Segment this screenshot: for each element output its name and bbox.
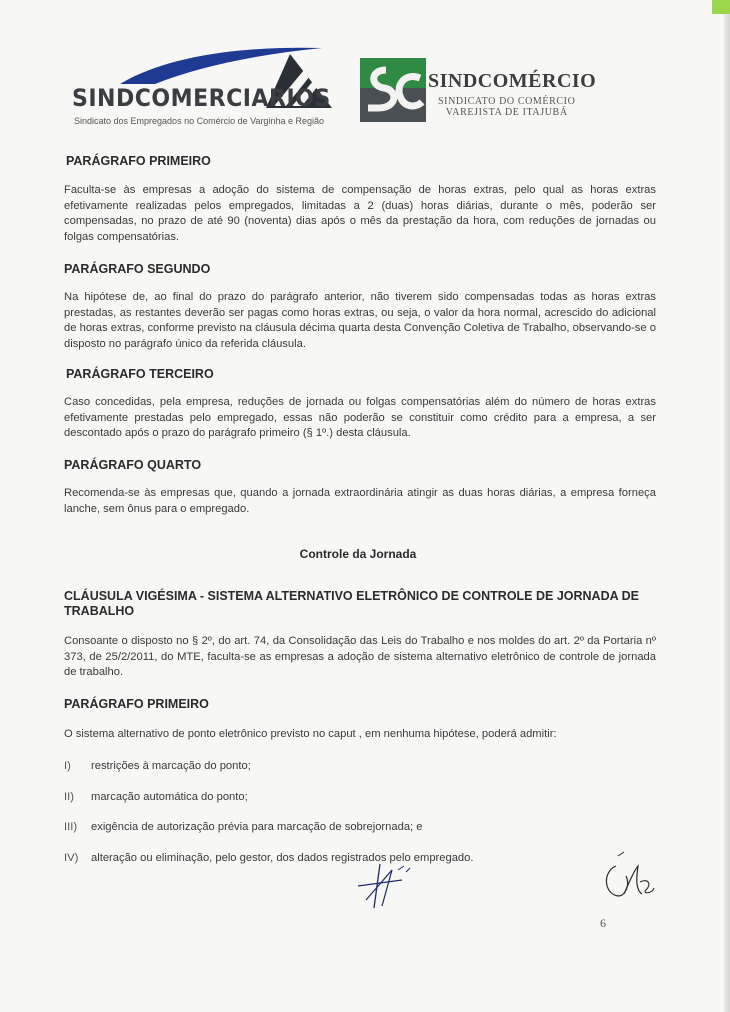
clause-title: CLÁUSULA VIGÉSIMA - SISTEMA ALTERNATIVO ELETRÔNICO DE CONTROLE DE JORNADA DE TRABALHO — [64, 589, 640, 618]
section4-heading: PARÁGRAFO QUARTO — [64, 458, 202, 472]
list-item — [64, 852, 473, 864]
section4-text: Recomenda-se às empresas que, quando a jornada extraordinária atingir as duas horas diárias, a empresa forneça lanche, sem ônus para o empregado. — [64, 487, 656, 515]
section2-text: Na hipótese de, ao final do prazo do parágrafo anterior, não tiverem sido compensadas todas as horas extras prestadas, as restantes deverão ser pagas como horas extras, ou seja, o valor da hora normal, acrescido do adicional de horas extras, conforme previsto na cláusula décima quarta desta Convenção Coletiva de Trabalho, observando-se o disposto no parágrafo único da referida cláusula. — [64, 291, 656, 350]
left-logo-subtitle: Sindicato dos Empregados no Comércio de Varginha e Região — [74, 116, 324, 126]
section1-text: Faculta-se às empresas a adoção do sistema de compensação de horas extras, pelo qual as horas extras efetivamente realizadas pelos empregados, limitadas a 2 (duas) horas diárias, durante o mês, poderão ser compensadas, no prazo de até 90 (noventa) dias após o mês da prestação da hora, com reduções de jornadas ou folgas compensatórias. — [64, 184, 656, 243]
left-logo-title: SINDCOMERCIARIOS — [72, 84, 331, 112]
list-item-number: III) — [64, 821, 78, 833]
list-item-text: restrições à marcação do ponto; — [91, 760, 251, 772]
section5-text: O sistema alternativo de ponto eletrônico previsto no caput , em nenhuma hipótese, poderá admitir: — [64, 728, 557, 740]
signature-initials-right-icon — [596, 850, 660, 902]
sindcomercio-logo — [360, 58, 620, 128]
section5-heading: PARÁGRAFO PRIMEIRO — [64, 697, 209, 711]
page-edge-shadow — [724, 0, 730, 1012]
section2-heading: PARÁGRAFO SEGUNDO — [64, 262, 211, 276]
list-item-text: exigência de autorização prévia para marcação de sobrejornada; e — [91, 821, 423, 833]
list-item — [64, 760, 251, 772]
signature-initials-left-icon — [352, 858, 412, 914]
list-item-number: IV) — [64, 852, 79, 864]
list-item — [64, 791, 248, 803]
right-logo-title: SINDCOMÉRCIO — [428, 70, 597, 92]
right-logo-subtitle-line1: SINDICATO DO COMÉRCIO — [438, 96, 576, 107]
page-number: 6 — [600, 916, 606, 930]
section-title: Controle da Jornada — [299, 547, 417, 561]
sindcomercio-emblem-icon — [360, 58, 426, 122]
right-logo-subtitle-line2: VAREJISTA DE ITAJUBÁ — [445, 107, 568, 118]
section3-heading: PARÁGRAFO TERCEIRO — [66, 367, 214, 381]
list-item-text: alteração ou eliminação, pelo gestor, dos dados registrados pelo empregado. — [91, 852, 474, 864]
sindcomerciarios-logo — [60, 44, 345, 134]
list-item — [64, 821, 422, 833]
scan-edge-mark — [712, 0, 730, 14]
section1-heading: PARÁGRAFO PRIMEIRO — [66, 154, 211, 168]
list-item-number: II) — [64, 791, 74, 803]
section3-text: Caso concedidas, pela empresa, reduções de jornada ou folgas compensatórias além do número de horas extras efetivamente prestadas pelo empregado, essas não poderão se constituir como crédito para a empresa, a ser descontado após o prazo do parágrafo primeiro (§ 1º.) desta cláusula. — [64, 396, 656, 440]
clause-text: Consoante o disposto no § 2º, do art. 74, da Consolidação das Leis do Trabalho e nos moldes do art. 2º da Portaria nº 373, de 25/2/2011, do MTE, faculta-se as empresas a adoção de sistema alternativo eletrônico de controle de jornada de trabalho. — [64, 635, 656, 679]
list-item-text: marcação automática do ponto; — [91, 791, 248, 803]
right-logo-subtitle — [438, 96, 575, 118]
list-item-number: I) — [64, 760, 71, 772]
